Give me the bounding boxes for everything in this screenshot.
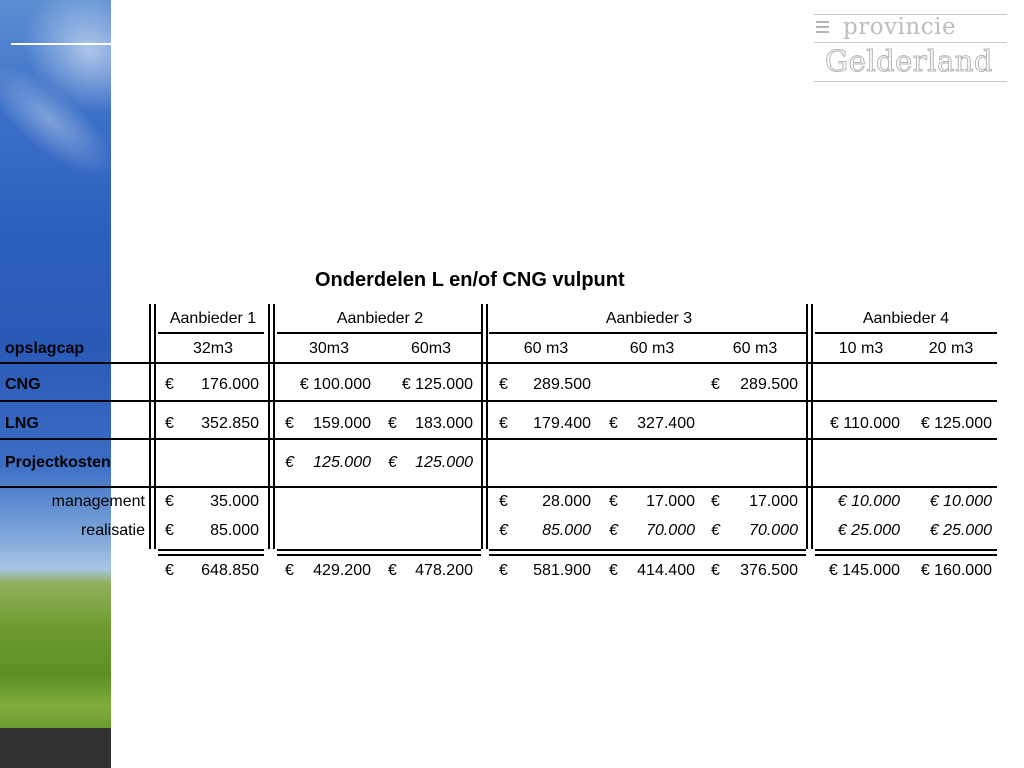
logo-text-gelderland: Gelderland bbox=[825, 44, 993, 78]
row-label-opslagcap: opslagcap bbox=[5, 340, 85, 357]
cng-value: 289.500 bbox=[740, 376, 798, 393]
realisatie-value: 70.000 bbox=[646, 522, 695, 539]
header-aanbieder3: Aanbieder 3 bbox=[605, 310, 693, 327]
realisatie-cell: € 25.000 bbox=[837, 522, 900, 539]
cng-cell: € 125.000 bbox=[401, 376, 473, 393]
lng-cell: € 110.000 bbox=[830, 415, 900, 432]
province-logo bbox=[814, 14, 1007, 82]
realisatie-currency: € bbox=[609, 522, 618, 539]
lng-currency: € bbox=[285, 415, 294, 432]
row-label-management: management bbox=[51, 493, 145, 510]
table-rule bbox=[815, 332, 997, 334]
cng-currency: € bbox=[165, 376, 174, 393]
management-cell: € 10.000 bbox=[929, 493, 992, 510]
lng-value: 352.850 bbox=[201, 415, 259, 432]
totals-currency: € bbox=[285, 562, 294, 579]
management-cell: € 10.000 bbox=[837, 493, 900, 510]
management-value: 28.000 bbox=[542, 493, 591, 510]
management-currency: € bbox=[609, 493, 618, 510]
table-rule bbox=[277, 554, 481, 556]
capacity-cell: 60 m3 bbox=[523, 340, 569, 357]
lng-value: 159.000 bbox=[313, 415, 371, 432]
management-currency: € bbox=[165, 493, 174, 510]
header-aanbieder1: Aanbieder 1 bbox=[169, 310, 257, 327]
row-label-realisatie: realisatie bbox=[80, 522, 145, 539]
management-value: 17.000 bbox=[749, 493, 798, 510]
projectkosten-value: 125.000 bbox=[415, 454, 473, 471]
rule-total-double bbox=[158, 549, 264, 551]
management-value: 17.000 bbox=[646, 493, 695, 510]
totals-currency: € bbox=[388, 562, 397, 579]
totals-value: 581.900 bbox=[533, 562, 591, 579]
totals-cell: € 145.000 bbox=[828, 562, 900, 579]
header-rule bbox=[11, 43, 111, 45]
capacity-cell: 20 m3 bbox=[928, 340, 974, 357]
table-rule bbox=[489, 332, 806, 334]
table-rule bbox=[815, 549, 997, 551]
capacity-cell: 60 m3 bbox=[629, 340, 675, 357]
lng-currency: € bbox=[165, 415, 174, 432]
totals-currency: € bbox=[499, 562, 508, 579]
lng-currency: € bbox=[388, 415, 397, 432]
totals-value: 478.200 bbox=[415, 562, 473, 579]
capacity-cell: 10 m3 bbox=[838, 340, 884, 357]
management-currency: € bbox=[499, 493, 508, 510]
management-value: 35.000 bbox=[210, 493, 259, 510]
cng-value: 176.000 bbox=[201, 376, 259, 393]
row-label-lng: LNG bbox=[5, 415, 39, 432]
lng-currency: € bbox=[499, 415, 508, 432]
projectkosten-currency: € bbox=[388, 454, 397, 471]
lng-cell: € 125.000 bbox=[920, 415, 992, 432]
totals-value: 414.400 bbox=[637, 562, 695, 579]
table-rule bbox=[277, 332, 481, 334]
capacity-cell: 60m3 bbox=[410, 340, 452, 357]
totals-currency: € bbox=[165, 562, 174, 579]
table-rule bbox=[158, 554, 264, 556]
header-aanbieder2: Aanbieder 2 bbox=[336, 310, 424, 327]
table-rule bbox=[489, 554, 806, 556]
column-divider bbox=[273, 304, 275, 549]
cng-currency: € bbox=[499, 376, 508, 393]
cng-cell: € 100.000 bbox=[299, 376, 371, 393]
realisatie-cell: € 25.000 bbox=[929, 522, 992, 539]
realisatie-currency: € bbox=[711, 522, 720, 539]
management-currency: € bbox=[711, 493, 720, 510]
realisatie-currency: € bbox=[165, 522, 174, 539]
lng-currency: € bbox=[609, 415, 618, 432]
logo-text-provincie: provincie bbox=[843, 14, 957, 40]
totals-currency: € bbox=[711, 562, 720, 579]
column-divider bbox=[154, 304, 156, 549]
logo-lines-icon bbox=[816, 21, 829, 36]
column-divider bbox=[486, 304, 488, 549]
column-divider bbox=[268, 304, 270, 549]
table-rule bbox=[815, 554, 997, 556]
totals-cell: € 160.000 bbox=[920, 562, 992, 579]
projectkosten-value: 125.000 bbox=[313, 454, 371, 471]
row-label-cng: CNG bbox=[5, 376, 41, 393]
cng-value: 289.500 bbox=[533, 376, 591, 393]
cng-currency: € bbox=[711, 376, 720, 393]
column-divider bbox=[481, 304, 483, 549]
lng-value: 327.400 bbox=[637, 415, 695, 432]
totals-value: 429.200 bbox=[313, 562, 371, 579]
table-rule bbox=[277, 549, 481, 551]
totals-value: 376.500 bbox=[740, 562, 798, 579]
totals-value: 648.850 bbox=[201, 562, 259, 579]
realisatie-value: 70.000 bbox=[749, 522, 798, 539]
column-divider bbox=[806, 304, 808, 549]
capacity-cell: 32m3 bbox=[192, 340, 234, 357]
projectkosten-currency: € bbox=[285, 454, 294, 471]
lng-value: 183.000 bbox=[415, 415, 473, 432]
totals-currency: € bbox=[609, 562, 618, 579]
table-rule bbox=[489, 549, 806, 551]
column-divider bbox=[811, 304, 813, 549]
realisatie-value: 85.000 bbox=[210, 522, 259, 539]
header-aanbieder4: Aanbieder 4 bbox=[862, 310, 950, 327]
rule-header bbox=[158, 332, 264, 334]
realisatie-currency: € bbox=[499, 522, 508, 539]
realisatie-value: 85.000 bbox=[542, 522, 591, 539]
table-title: Onderdelen L en/of CNG vulpunt bbox=[315, 269, 625, 291]
capacity-cell: 30m3 bbox=[308, 340, 350, 357]
row-label-projectkosten: Projectkosten bbox=[5, 454, 111, 471]
capacity-cell: 60 m3 bbox=[732, 340, 778, 357]
column-divider bbox=[149, 304, 151, 549]
lng-value: 179.400 bbox=[533, 415, 591, 432]
